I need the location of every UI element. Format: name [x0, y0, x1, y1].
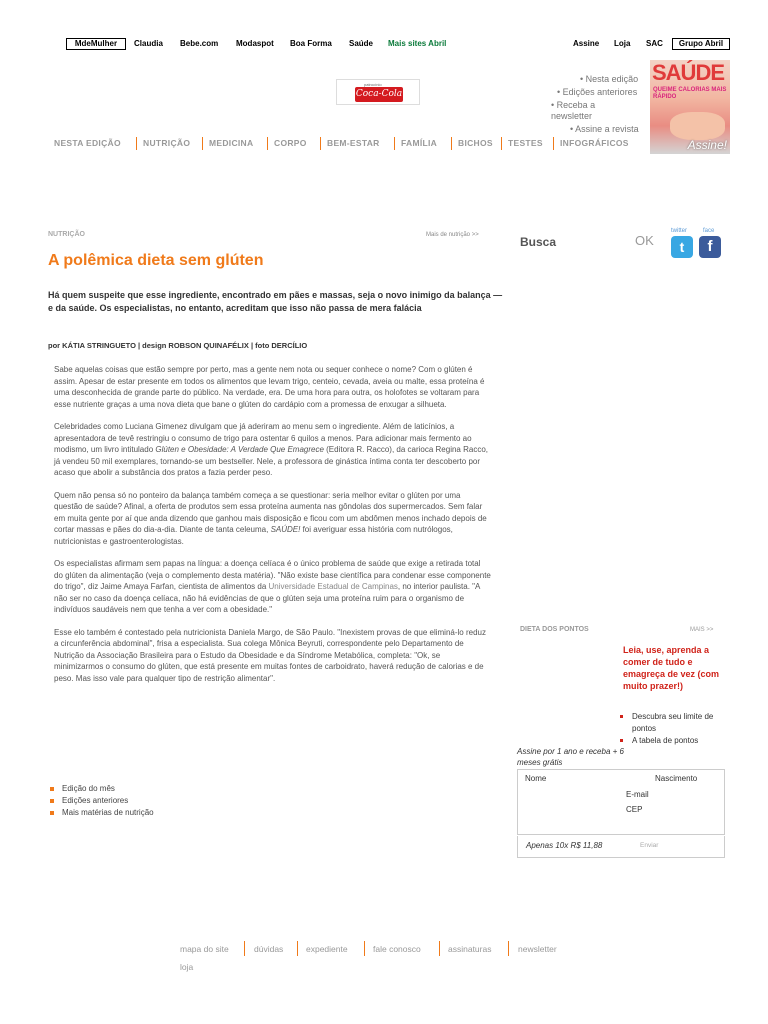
nav-divider: [451, 137, 452, 150]
topbar-link-bebe[interactable]: Bebe.com: [180, 39, 219, 48]
nav-item-testes[interactable]: TESTES: [508, 138, 543, 148]
edition-link-label: • Assine a revista: [570, 124, 639, 134]
article-title: A polêmica dieta sem glúten: [48, 252, 264, 269]
grupo-abril-link[interactable]: Grupo Abril: [672, 38, 730, 50]
more-nutrition-link[interactable]: Mais de nutrição >>: [426, 232, 479, 238]
topbar-link-saude[interactable]: Saúde: [349, 39, 374, 48]
name-field-label[interactable]: Nome: [525, 774, 547, 783]
sponsor-label: patrocínio: [364, 82, 382, 87]
top-bar: [66, 38, 730, 52]
topbar-link-loja[interactable]: Loja: [614, 39, 631, 48]
footer-link-mapa[interactable]: mapa do site: [180, 944, 229, 954]
footer-link-assinaturas[interactable]: assinaturas: [448, 944, 492, 954]
topbar-link-modaspot[interactable]: Modaspot: [236, 39, 274, 48]
nav-item-medicina[interactable]: MEDICINA: [209, 138, 254, 148]
footer-divider: [508, 941, 509, 956]
cover-assine-label: Assine!: [687, 138, 727, 152]
face-label: face: [703, 228, 715, 234]
twitter-icon[interactable]: t: [671, 236, 693, 258]
text-span: Quem não pensa só no ponteiro da balança também começa a se questionar: seria melhor evitar o glúten por uma questão de saúde? Afinal, a oferta de produtos sem essa proteína aumenta nas gôndolas dos supermercados. Sem falar em muita gente por aí que anda dizendo que ganhou mais disposição e ficou com um abdômen menos inchado depois de cortar massas e pães do dia-a-dia. Diante de tanta celeuma,: [54, 490, 487, 534]
email-field-label[interactable]: E-mail: [626, 790, 649, 799]
facebook-icon[interactable]: f: [699, 236, 721, 258]
unicamp-link[interactable]: Universidade Estadual de Campinas: [268, 582, 398, 591]
edition-link-assine[interactable]: [570, 124, 639, 135]
article-lead: Há quem suspeite que esse ingrediente, encontrado em pães e massas, seja o novo inimigo da balança — e da saúde. Os especialistas, no entanto, acreditam que isso não passa de mera falácia: [48, 290, 503, 313]
nav-divider: [394, 137, 395, 150]
footer-link-duvidas[interactable]: dúvidas: [254, 944, 284, 954]
cover-headline: QUEIME CALORIAS MAIS RÁPIDO: [653, 87, 727, 100]
nav-item-familia[interactable]: FAMÍLIA: [401, 138, 438, 148]
twitter-label: twitter: [671, 228, 688, 234]
nav-item-bichos[interactable]: BICHOS: [458, 138, 493, 148]
edition-link-label: • Edições anteriores: [557, 87, 638, 97]
magazine-cover[interactable]: [650, 60, 730, 154]
footer-divider: [244, 941, 245, 956]
dieta-links: [620, 711, 730, 747]
paragraph-2: [54, 421, 491, 479]
related-link-edicoes-anteriores[interactable]: Edições anteriores: [50, 795, 154, 807]
paragraph-5: Esse elo também é contestado pela nutricionista Daniela Margo, de São Paulo. "Inexistem provas de que eliminá-lo reduz a circunferência abdominal", frisa a especialista. Sua colega Mônica Beyruti, correspondente pelo Departamento de Nutrição da Associação Brasileira para o Estudo da Obesidade e da Síndrome Metabólica, completa: "Ok, se minimizarmos o consumo do glúten, que está presente em muitas fontes de carboidrato, haverá redução de calorias e de peso. Mas isso vale para qualquer tipo de restrição alimentar".: [54, 627, 486, 683]
book-title: Glúten e Obesidade: A Verdade Que Emagrece: [155, 445, 324, 454]
search-ok-button[interactable]: OK: [635, 233, 654, 248]
nav-divider: [553, 137, 554, 150]
nav-item-corpo[interactable]: CORPO: [274, 138, 307, 148]
edition-link-anteriores[interactable]: [557, 87, 637, 98]
article-byline: por KÁTIA STRINGUETO | design ROBSON QUINAFÉLIX | foto DERCÍLIO: [48, 341, 308, 350]
footer-link-fale-conosco[interactable]: fale conosco: [373, 944, 421, 954]
subscription-price: Apenas 10x R$ 11,88: [526, 841, 603, 850]
related-link-edicao-mes[interactable]: Edição do mês: [50, 783, 154, 795]
sponsor-ad[interactable]: [336, 79, 420, 105]
dieta-section-label: DIETA DOS PONTOS: [520, 626, 589, 633]
edition-link-label: • Nesta edição: [580, 74, 639, 84]
related-links: [50, 783, 154, 819]
related-link-mais-materias[interactable]: Mais matérias de nutrição: [50, 807, 154, 819]
nav-divider: [320, 137, 321, 150]
footer-divider: [439, 941, 440, 956]
topbar-link-claudia[interactable]: Claudia: [134, 39, 163, 48]
text-span: foi averiguar essa história com nutrólogos, nutricionistas e gastroenterologistas.: [54, 525, 453, 546]
birthdate-field-label[interactable]: Nascimento: [655, 774, 698, 783]
magazine-name: SAÚDE!: [270, 525, 301, 534]
paragraph-3: [54, 490, 491, 548]
footer-link-expediente[interactable]: expediente: [306, 944, 348, 954]
dieta-link-tabela[interactable]: A tabela de pontos: [620, 735, 730, 747]
more-sites-link[interactable]: Mais sites Abril: [388, 39, 447, 48]
search-label: Busca: [520, 235, 557, 249]
text-span: (Editora R. Racco), da carioca Regina Racco, já vendeu 50 mil exemplares, tornando-se um bestseller. Nele, a professora de ginástica íntima conta ter descoberto por acaso que abolir a substância dos pratos a fazia perder peso.: [54, 445, 488, 477]
paragraph-1: Sabe aquelas coisas que estão sempre por perto, mas a gente nem nota ou sequer conhece o nome? Com o glúten é assim. Apesar de estar presente em todos os alimentos que levam trigo, centeio, cevada, aveia ou malte, essa proteína é uma desconhecida de grande parte do público. Na verdade, era. De uma hora para outra, os holofotes se voltaram para esse nutriente graças a uma nova dieta que bane o glúten do cardápio com a promessa de enxugar a silhueta.: [54, 365, 485, 409]
dieta-link-limite[interactable]: Descubra seu limite de pontos: [620, 711, 730, 735]
footer-divider: [364, 941, 365, 956]
edition-link-nesta[interactable]: [580, 74, 638, 85]
dieta-more-link[interactable]: MAIS >>: [690, 627, 714, 633]
nav-divider: [267, 137, 268, 150]
footer-divider: [297, 941, 298, 956]
footer-link-loja[interactable]: loja: [180, 962, 194, 972]
nav-divider: [136, 137, 137, 150]
edition-link-newsletter[interactable]: [551, 100, 595, 122]
nav-item-bem-estar[interactable]: BEM-ESTAR: [327, 138, 380, 148]
cover-title: SAÚDE: [652, 60, 725, 85]
text-span: , no interior paulista. "A não ser no caso da doença celíaca, não há evidências de que o glúten seja uma proteína ruim para o organismo de indivíduos saudáveis nem que tenha a ver com a obesidade.": [54, 582, 480, 614]
paragraph-4: [54, 558, 491, 616]
nav-item-nutricao[interactable]: NUTRIÇÃO: [143, 138, 191, 148]
nav-divider: [202, 137, 203, 150]
section-label: NUTRIÇÃO: [48, 231, 85, 238]
subscription-form: [517, 769, 725, 835]
footer-link-newsletter[interactable]: newsletter: [518, 944, 557, 954]
topbar-link-sac[interactable]: SAC: [646, 39, 663, 48]
nav-item-nesta-edicao[interactable]: NESTA EDIÇÃO: [54, 138, 121, 148]
send-button[interactable]: Enviar: [640, 842, 659, 849]
text-span: Celebridades como Luciana Gimenez divulgam que já aderiram ao menu sem o ingrediente. Além de laticínios, a apresentadora de tevê restringiu o consumo de trigo para ostentar 6 quilos a menos. Para adicionar mais fermento ao modismo, um livro intitulado: [54, 422, 472, 454]
subscription-price-row: [517, 836, 725, 858]
topbar-link-boaforma[interactable]: Boa Forma: [290, 39, 332, 48]
article-body: [54, 364, 491, 695]
nav-item-infograficos[interactable]: INFOGRÁFICOS: [560, 138, 629, 148]
text-span: Os especialistas afirmam sem papas na língua: a doença celíaca é o único problema de saúde que exige a retirada total do glúten da alimentação (veja o complemento desta matéria). "Não existe base científica para condenar esse componente do trigo", diz Jaime Amaya Farfan, cientista de alimentos da: [54, 559, 491, 591]
edition-link-label: newsletter: [551, 111, 593, 121]
coca-cola-logo: Coca-Cola: [355, 87, 403, 102]
edition-link-label: • Receba a: [551, 100, 596, 110]
dieta-promo-link[interactable]: Leia, use, aprenda a comer de tudo e emagreça de vez (com muito prazer!): [623, 645, 720, 691]
nav-divider: [501, 137, 502, 150]
subscription-offer: Assine por 1 ano e receba + 6 meses grátis: [517, 747, 624, 767]
mdemulher-link[interactable]: MdeMulher: [66, 38, 126, 50]
topbar-link-assine[interactable]: Assine: [573, 39, 600, 48]
cep-field-label[interactable]: CEP: [626, 805, 643, 814]
cover-image: [670, 112, 725, 140]
